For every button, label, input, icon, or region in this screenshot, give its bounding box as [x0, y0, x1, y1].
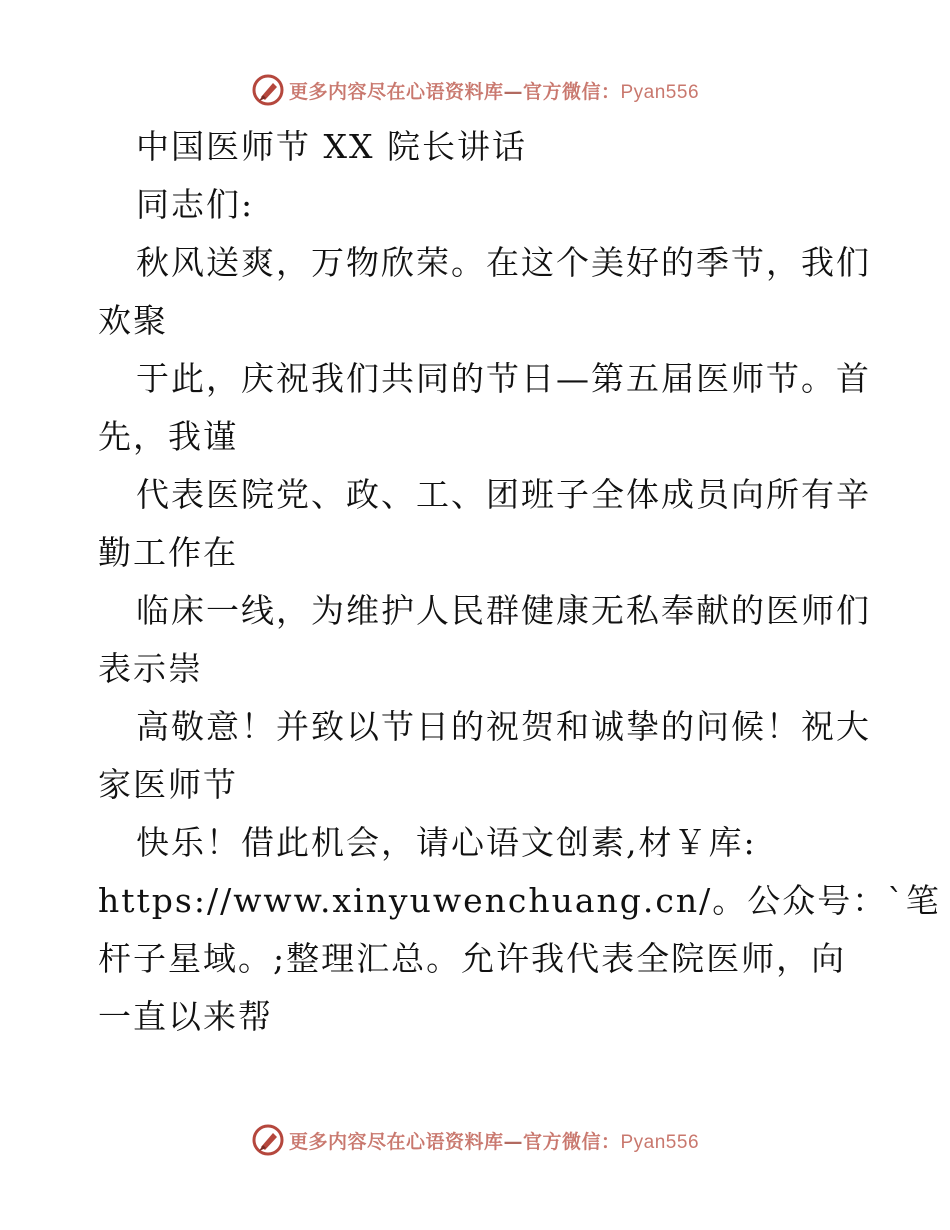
salutation: 同志们: [136, 185, 255, 224]
pen-nib-icon [251, 1123, 285, 1157]
paragraph-line: 勤工作在 [98, 533, 238, 572]
banner-text: 更多内容尽在心语资料库—官方微信：Pyan556 [288, 80, 700, 103]
footer-banner [0, 1118, 950, 1162]
paragraph-line: 家医师节 [98, 765, 238, 804]
paragraph-line: 一直以来帮 [98, 997, 273, 1036]
paragraph-line-url: https://www.xinyuwenchuang.cn/。公众号：`笔 [98, 881, 941, 920]
document-title: 中国医师节 XX 院长讲话 [136, 127, 527, 166]
paragraph-line: 先，我谨 [98, 417, 238, 456]
document-body [98, 118, 941, 1046]
paragraph-line: 秋风送爽，万物欣荣。在这个美好的季节，我们 [136, 243, 871, 282]
paragraph-line: 杆子星域。;整理汇总。允许我代表全院医师，向 [98, 939, 847, 978]
paragraph-line: 代表医院党、政、工、团班子全体成员向所有辛 [136, 475, 871, 514]
banner-text: 更多内容尽在心语资料库—官方微信：Pyan556 [288, 1130, 700, 1153]
paragraph-line: 表示崇 [98, 649, 203, 688]
paragraph-line: 快乐！借此机会，请心语文创素,材￥库: [136, 823, 757, 862]
paragraph-line: 高敬意！并致以节日的祝贺和诚挚的问候！祝大 [136, 707, 871, 746]
paragraph-line: 于此，庆祝我们共同的节日—第五届医师节。首 [136, 359, 871, 398]
pen-nib-icon [251, 73, 285, 107]
header-banner [0, 68, 950, 112]
paragraph-line: 临床一线，为维护人民群健康无私奉献的医师们 [136, 591, 871, 630]
paragraph-line: 欢聚 [98, 301, 168, 340]
